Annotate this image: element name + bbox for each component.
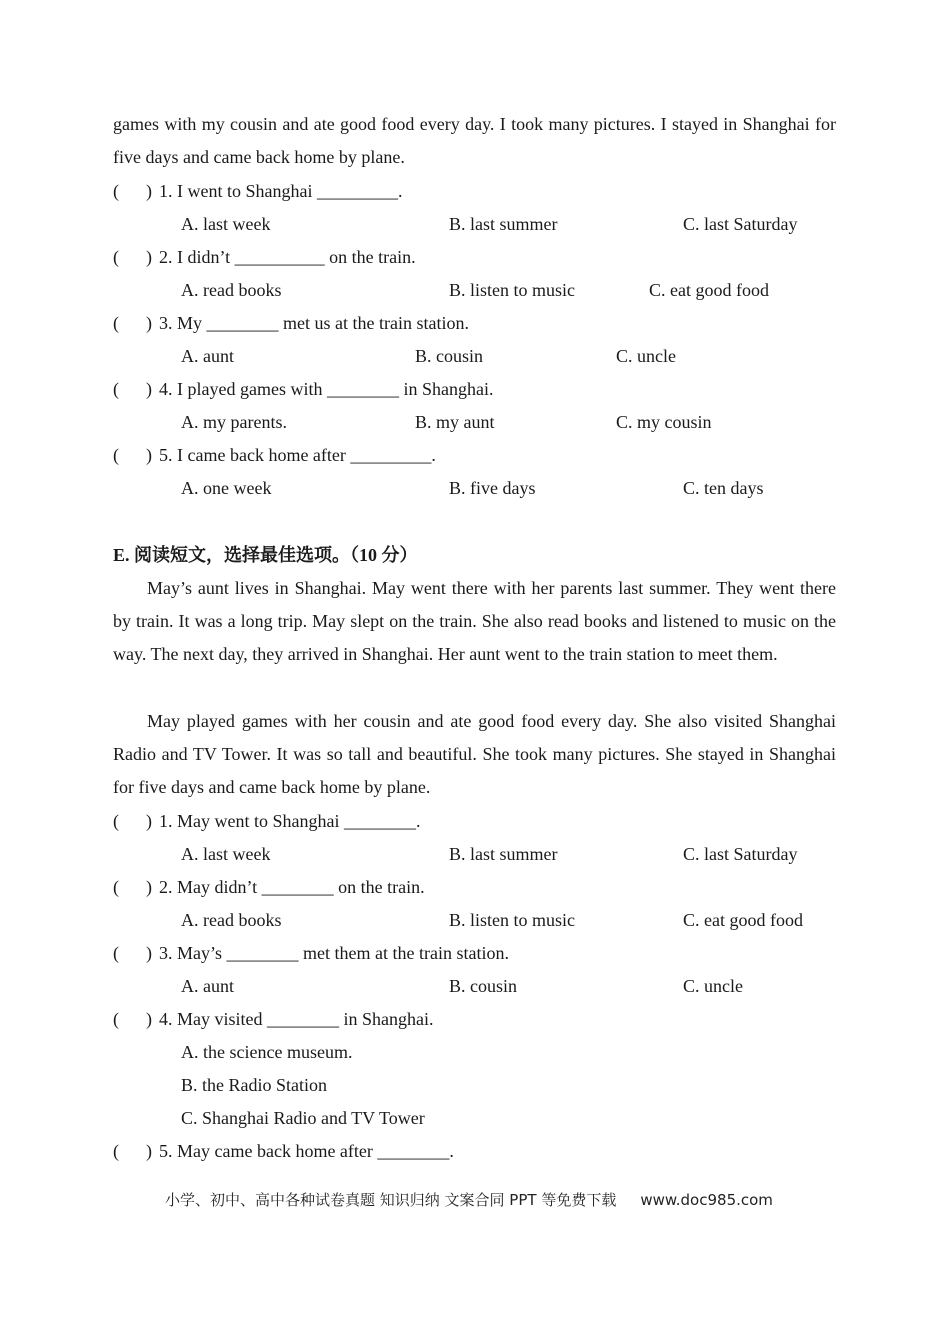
answer-blank[interactable]: ( ) [113,943,152,963]
answer-blank[interactable]: ( ) [113,247,152,267]
option-b: B. the Radio Station [181,1075,327,1095]
intro-paragraph: games with my cousin and ate good food every day. I took many pictures. I stayed in Shanghai for five days and came back home by plane. [113,114,836,167]
section-e-heading: E. 阅读短文，选择最佳选项。（10 分） [113,545,418,565]
answer-blank[interactable]: ( ) [113,445,152,465]
footer-text: 小学、初中、高中各种试卷真题 知识归纳 文案合同 PPT 等免费下载 [165,1191,617,1209]
d-question-5 [113,444,436,466]
option-b: B. cousin [449,976,518,996]
option-b: B. five days [449,478,536,498]
option-c: C. my cousin [616,412,712,432]
d-question-1 [113,180,402,202]
option-c: C. eat good food [683,910,803,930]
option-b: B. last summer [449,844,558,864]
question-text: 1. May went to Shanghai ________. [159,811,421,831]
question-text: 5. I came back home after _________. [159,445,436,465]
option-c: C. uncle [683,976,743,996]
option-a: A. read books [181,280,282,300]
answer-blank[interactable]: ( ) [113,379,152,399]
answer-blank[interactable]: ( ) [113,313,152,333]
d-question-2 [113,246,416,268]
question-text: 1. I went to Shanghai _________. [159,181,403,201]
answer-blank[interactable]: ( ) [113,877,152,897]
option-a: A. one week [181,478,272,498]
option-c: C. last Saturday [683,844,798,864]
option-c: C. eat good food [649,280,769,300]
answer-blank[interactable]: ( ) [113,811,152,831]
option-c: C. last Saturday [683,214,798,234]
passage-paragraph-2: May played games with her cousin and ate good food every day. She also visited Shanghai Radio and TV Tower. It was so tall and beautiful. She took many pictures. She stayed in Shanghai for five days and came back home by plane. [113,711,836,797]
option-a: A. last week [181,844,271,864]
option-b: B. cousin [415,346,484,366]
question-text: 4. May visited ________ in Shanghai. [159,1009,434,1029]
footer-site-link[interactable]: www.doc985.com [640,1191,773,1209]
question-text: 4. I played games with ________ in Shanghai. [159,379,494,399]
option-c: C. ten days [683,478,764,498]
e-question-4 [113,1008,433,1030]
answer-blank[interactable]: ( ) [113,1009,152,1029]
question-text: 3. May’s ________ met them at the train station. [159,943,509,963]
option-a: A. the science museum. [181,1042,353,1062]
passage-paragraph-1: May’s aunt lives in Shanghai. May went there with her parents last summer. They went there by train. It was a long trip. May slept on the train. She also read books and listened to music on the way. The next day, they arrived in Shanghai. Her aunt went to the train station to meet them. [113,578,836,664]
option-a: A. aunt [181,976,234,996]
question-text: 2. May didn’t ________ on the train. [159,877,425,897]
option-a: A. last week [181,214,271,234]
e-question-2 [113,876,425,898]
footer [165,1190,773,1210]
option-a: A. read books [181,910,282,930]
option-b: B. my aunt [415,412,495,432]
question-text: 3. My ________ met us at the train station. [159,313,469,333]
answer-blank[interactable]: ( ) [113,1141,152,1161]
e-question-1 [113,810,420,832]
question-text: 5. May came back home after ________. [159,1141,454,1161]
e-question-5 [113,1140,454,1162]
option-b: B. last summer [449,214,558,234]
question-text: 2. I didn’t __________ on the train. [159,247,416,267]
option-c: C. Shanghai Radio and TV Tower [181,1108,425,1128]
d-question-4 [113,378,493,400]
option-b: B. listen to music [449,910,575,930]
option-a: A. my parents. [181,412,287,432]
option-b: B. listen to music [449,280,575,300]
option-a: A. aunt [181,346,234,366]
answer-blank[interactable]: ( ) [113,181,152,201]
option-c: C. uncle [616,346,676,366]
e-question-3 [113,942,509,964]
d-question-3 [113,312,469,334]
